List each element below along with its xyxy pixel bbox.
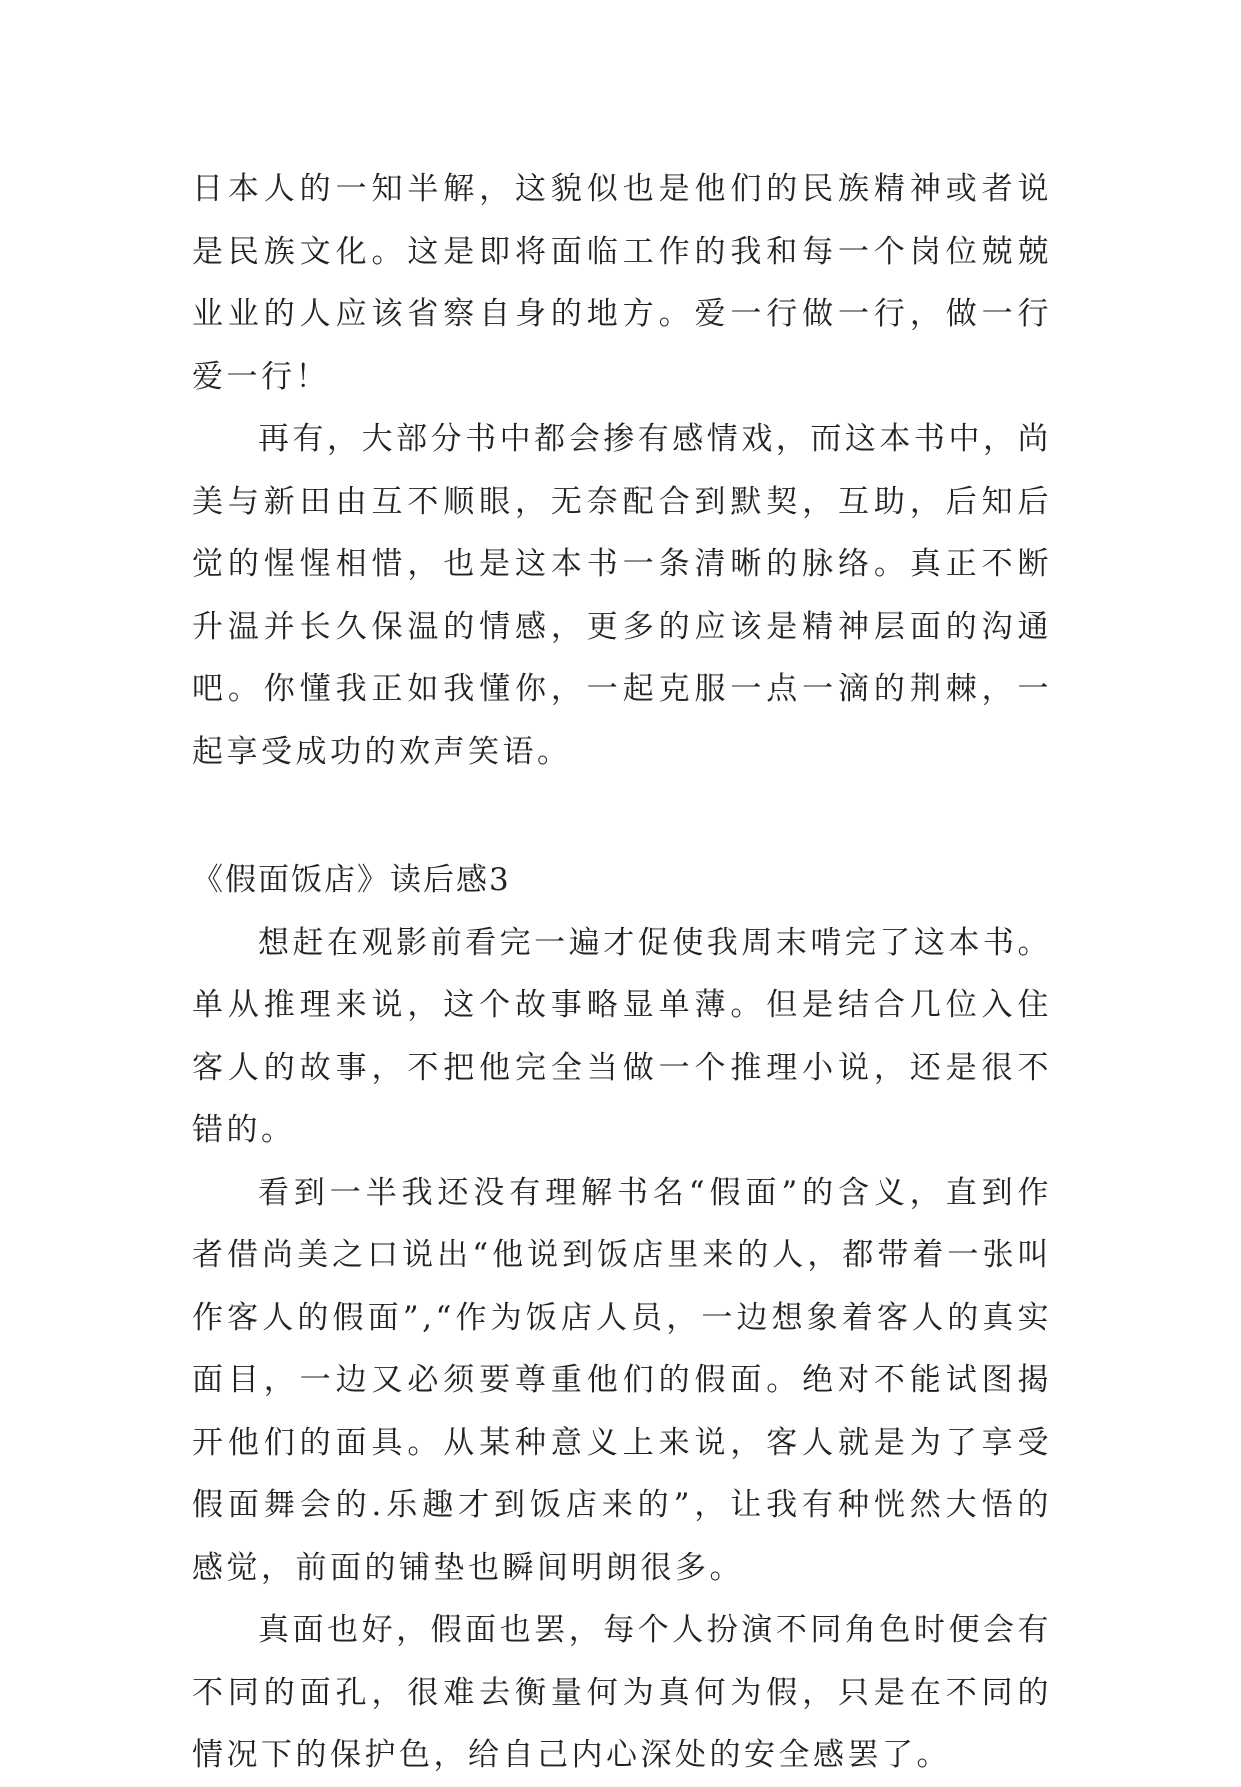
paragraph-conclusion: 真面也好，假面也罢，每个人扮演不同角色时便会有不同的面孔，很难去衡量何为真何为假，只是在不同的情况下的保护色，给自己内心深处的安全感罢了。 [192, 1612, 1052, 1773]
paragraph-continuation: 日本人的一知半解，这貌似也是他们的民族精神或者说是民族文化。这是即将面临工作的我和每一个岗位兢兢业业的人应该省察自身的地方。爱一行做一行，做一行爱一行！ [192, 171, 1052, 395]
document-body [192, 158, 1052, 1787]
section-heading: 《假面饭店》读后感3 [192, 862, 511, 898]
paragraph-mask-meaning: 看到一半我还没有理解书名“假面”的含义，直到作者借尚美之口说出“他说到饭店里来的人，都带着一张叫作客人的假面”,“作为饭店人员，一边想象着客人的真实面目，一边又必须要尊重他们的假面。绝对不能试图揭开他们的面具。从某种意义上来说，客人就是为了享受假面舞会的.乐趣才到饭店来的”，让我有种恍然大悟的感觉，前面的铺垫也瞬间明朗很多。 [192, 1174, 1052, 1586]
paragraph-emotion: 再有，大部分书中都会掺有感情戏，而这本书中，尚美与新田由互不顺眼，无奈配合到默契，互助，后知后觉的惺惺相惜，也是这本书一条清晰的脉络。真正不断升温并长久保温的情感，更多的应该是精神层面的沟通吧。你懂我正如我懂你，一起克服一点一滴的荆棘，一起享受成功的欢声笑语。 [192, 421, 1052, 770]
paragraph-intro: 想赶在观影前看完一遍才促使我周末啃完了这本书。单从推理来说，这个故事略显单薄。但是结合几位入住客人的故事，不把他完全当做一个推理小说，还是很不错的。 [192, 924, 1052, 1148]
section-spacer [192, 783, 1052, 849]
